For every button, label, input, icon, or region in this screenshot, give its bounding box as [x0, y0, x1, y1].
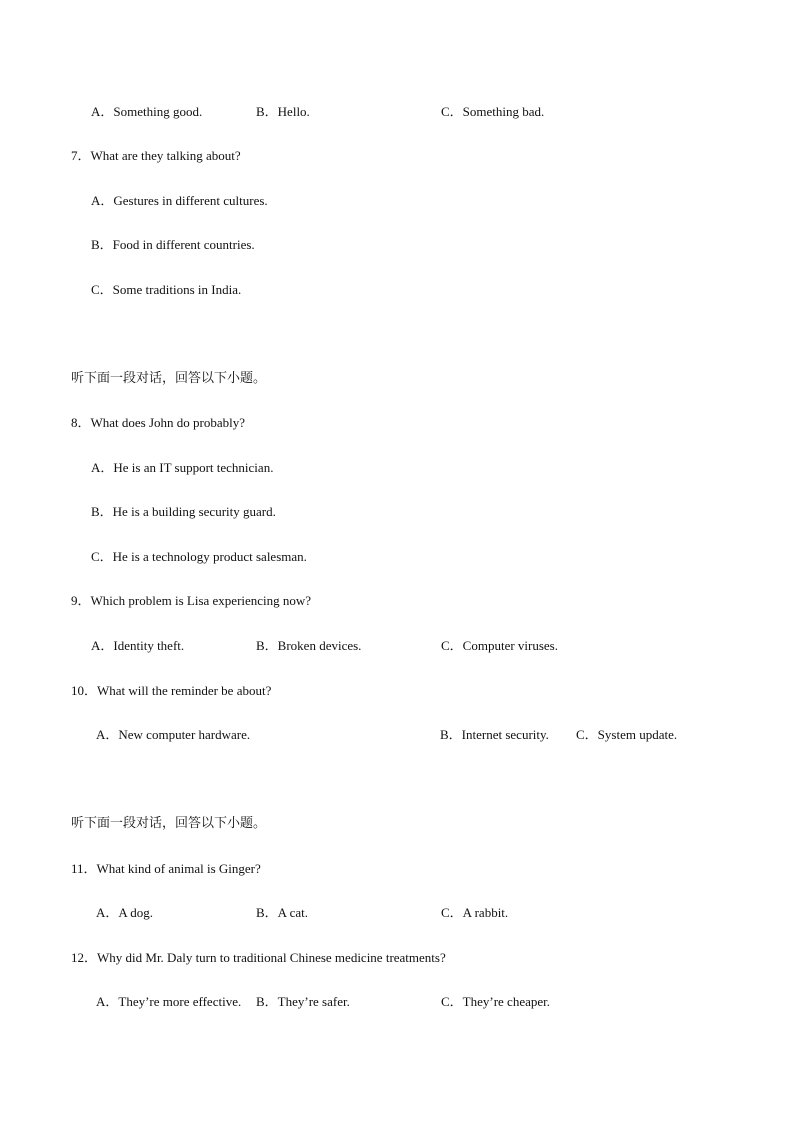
- q12-question: 12．Why did Mr. Daly turn to traditional Chinese medicine treatments?: [71, 950, 446, 965]
- section-instruction: 听下面一段对话，回答以下小题。: [71, 816, 267, 831]
- q8-question: 8．What does John do probably?: [71, 415, 246, 430]
- q11-option-c: C．A rabbit.: [441, 905, 509, 920]
- q12-option-a: A．They’re more effective.: [96, 994, 242, 1009]
- q6-option-b: B．Hello.: [256, 104, 310, 119]
- q6-option-a: A．Something good.: [91, 104, 203, 119]
- q7-option-c: C．Some traditions in India.: [91, 282, 242, 297]
- section-instruction: 听下面一段对话，回答以下小题。: [71, 371, 267, 386]
- q10-option-a: A．New computer hardware.: [96, 727, 251, 742]
- q10-question: 10．What will the reminder be about?: [71, 683, 272, 698]
- q9-question: 9．Which problem is Lisa experiencing now?: [71, 593, 312, 608]
- q9-option-b: B．Broken devices.: [256, 638, 362, 653]
- q11-question: 11．What kind of animal is Ginger?: [71, 861, 261, 876]
- q8-option-c: C．He is a technology product salesman.: [91, 549, 307, 564]
- q8-option-b: B．He is a building security guard.: [91, 504, 276, 519]
- q9-option-a: A．Identity theft.: [91, 638, 185, 653]
- q7-question: 7．What are they talking about?: [71, 148, 241, 163]
- q12-option-c: C．They’re cheaper.: [441, 994, 551, 1009]
- q6-option-c: C．Something bad.: [441, 104, 545, 119]
- q10-option-b: B．Internet security.: [440, 727, 549, 742]
- q12-option-b: B．They’re safer.: [256, 994, 350, 1009]
- q7-option-b: B．Food in different countries.: [91, 237, 255, 252]
- q7-option-a: A．Gestures in different cultures.: [91, 193, 268, 208]
- q9-option-c: C．Computer viruses.: [441, 638, 558, 653]
- q11-option-b: B．A cat.: [256, 905, 308, 920]
- q11-option-a: A．A dog.: [96, 905, 154, 920]
- q10-option-c: C．System update.: [576, 727, 678, 742]
- q8-option-a: A．He is an IT support technician.: [91, 460, 274, 475]
